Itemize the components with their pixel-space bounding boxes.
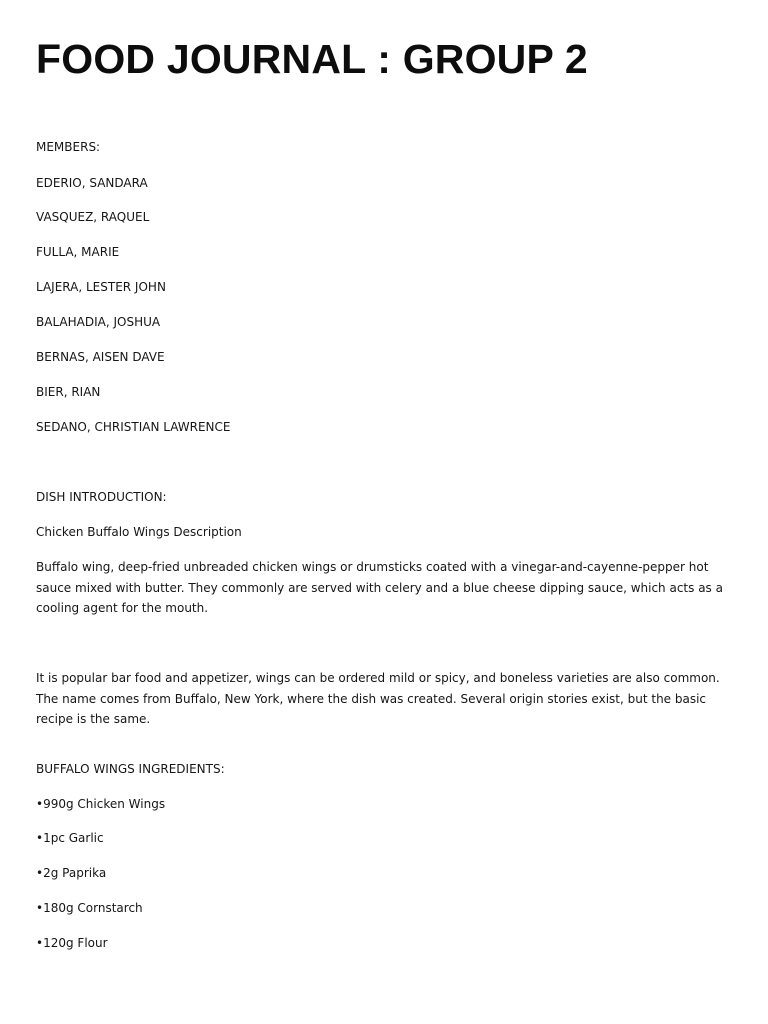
dish-paragraph: Buffalo wing, deep-fried unbreaded chicken wings or drumsticks coated with a vinegar-and-cayenne-pepper hot sauce mixed with butter. They commonly are served with celery and a blue cheese dipping sauce, which acts as a cooling agent for the mouth. [36,560,723,615]
ingredient-item: •120g Flour [36,936,108,950]
ingredient-item: •2g Paprika [36,866,107,880]
member-name: VASQUEZ, RAQUEL [36,210,150,224]
dish-paragraph: It is popular bar food and appetizer, wings can be ordered mild or spicy, and boneless varieties are also common. The name comes from Buffalo, New York, where the dish was created. Several origin stories exist, but the basic recipe is the same. [36,671,720,726]
member-name: EDERIO, SANDARA [36,176,148,190]
members-heading: MEMBERS: [36,140,101,154]
ingredients-heading: BUFFALO WINGS INGREDIENTS: [36,762,225,776]
ingredient-item: •1pc Garlic [36,831,104,845]
member-name: FULLA, MARIE [36,245,120,259]
member-name: BIER, RIAN [36,385,101,399]
member-name: BALAHADIA, JOSHUA [36,315,161,329]
member-name: BERNAS, AISEN DAVE [36,350,165,364]
ingredient-item: •180g Cornstarch [36,901,143,915]
dish-subheading: Chicken Buffalo Wings Description [36,525,242,539]
dish-heading: DISH INTRODUCTION: [36,490,167,504]
page-title: FOOD JOURNAL : GROUP 2 [36,36,588,82]
member-name: SEDANO, CHRISTIAN LAWRENCE [36,420,231,434]
member-name: LAJERA, LESTER JOHN [36,280,166,294]
ingredient-item: •990g Chicken Wings [36,797,166,811]
